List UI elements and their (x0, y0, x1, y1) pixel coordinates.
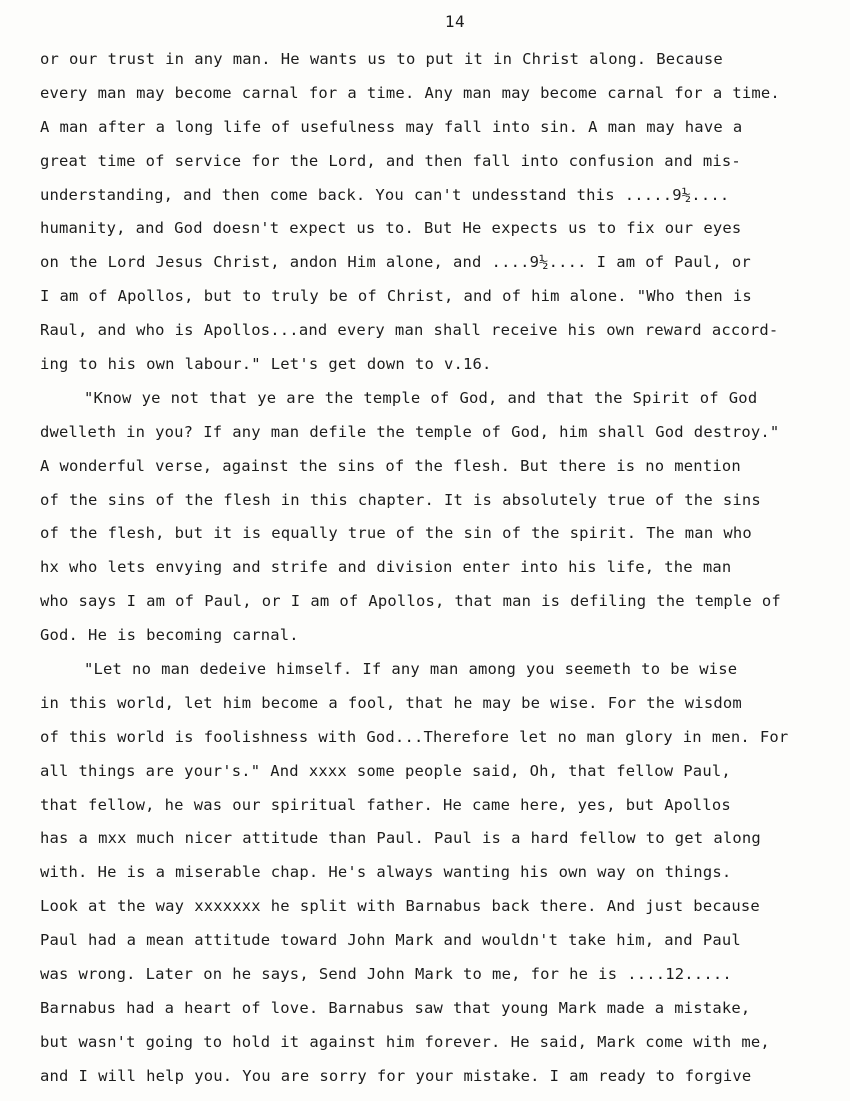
page-number: 14 (444, 12, 466, 31)
text-line: in this world, let him become a fool, that he may be wise. For the wisdom (40, 693, 742, 712)
text-line: dwelleth in you? If any man defile the temple of God, him shall God destroy." (40, 422, 780, 441)
text-line: with. He is a miserable chap. He's always wanting his own way on things. (40, 863, 732, 882)
text-line: Barnabus had a heart of love. Barnabus saw that young Mark made a mistake, (40, 998, 751, 1017)
text-line: A wonderful verse, against the sins of the flesh. But there is no mention (40, 456, 741, 475)
text-line: of the flesh, but it is equally true of the sin of the spirit. The man who (40, 524, 752, 543)
paragraph-start-line: "Know ye not that ye are the temple of God, and that the Spirit of God (84, 388, 758, 407)
text-line: God. He is becoming carnal. (40, 626, 299, 645)
text-line: great time of service for the Lord, and then fall into confusion and mis- (40, 151, 741, 170)
text-line: A man after a long life of usefulness may fall into sin. A man may have a (40, 117, 743, 136)
text-line: Raul, and who is Apollos...and every man shall receive his own reward accord- (40, 321, 779, 340)
text-line: I am of Apollos, but to truly be of Christ, and of him alone. "Who then is (40, 287, 752, 306)
text-line: hx who lets envying and strife and division enter into his life, the man (40, 558, 732, 577)
text-line: was wrong. Later on he says, Send John Mark to me, for he is ....12..... (40, 965, 732, 984)
text-line: Paul had a mean attitude toward John Mark and wouldn't take him, and Paul (40, 931, 741, 950)
text-line: Look at the way xxxxxxx he split with Barnabus back there. And just because (40, 897, 760, 916)
text-line: understanding, and then come back. You can't undesstand this .....9½.... (40, 185, 730, 204)
text-line: all things are your's." And xxxx some people said, Oh, that fellow Paul, (40, 761, 731, 780)
text-line: and I will help you. You are sorry for your mistake. I am ready to forgive (40, 1066, 752, 1085)
text-line: on the Lord Jesus Christ, andon Him alone, and ....9½.... I am of Paul, or (40, 253, 751, 272)
text-line: ing to his own labour." Let's get down to v.16. (40, 355, 492, 374)
text-line: that fellow, he was our spiritual father. He came here, yes, but Apollos (40, 795, 731, 814)
text-line: but wasn't going to hold it against him forever. He said, Mark come with me, (40, 1032, 770, 1051)
text-line: every man may become carnal for a time. Any man may become carnal for a time. (40, 83, 780, 102)
text-line: or our trust in any man. He wants us to put it in Christ along. Because (40, 50, 723, 68)
text-line: of this world is foolishness with God...Therefore let no man glory in men. For (40, 727, 789, 746)
paragraph-start-line: "Let no man dedeive himself. If any man among you seemeth to be wise (84, 660, 738, 679)
body-text (40, 43, 850, 1094)
text-line: of the sins of the flesh in this chapter. It is absolutely true of the sins (40, 490, 761, 509)
text-line: humanity, and God doesn't expect us to. But He expects us to fix our eyes (40, 219, 742, 238)
text-line: has a mxx much nicer attitude than Paul. Paul is a hard fellow to get along (40, 829, 761, 848)
text-line: who says I am of Paul, or I am of Apollos, that man is defiling the temple of (40, 592, 781, 611)
